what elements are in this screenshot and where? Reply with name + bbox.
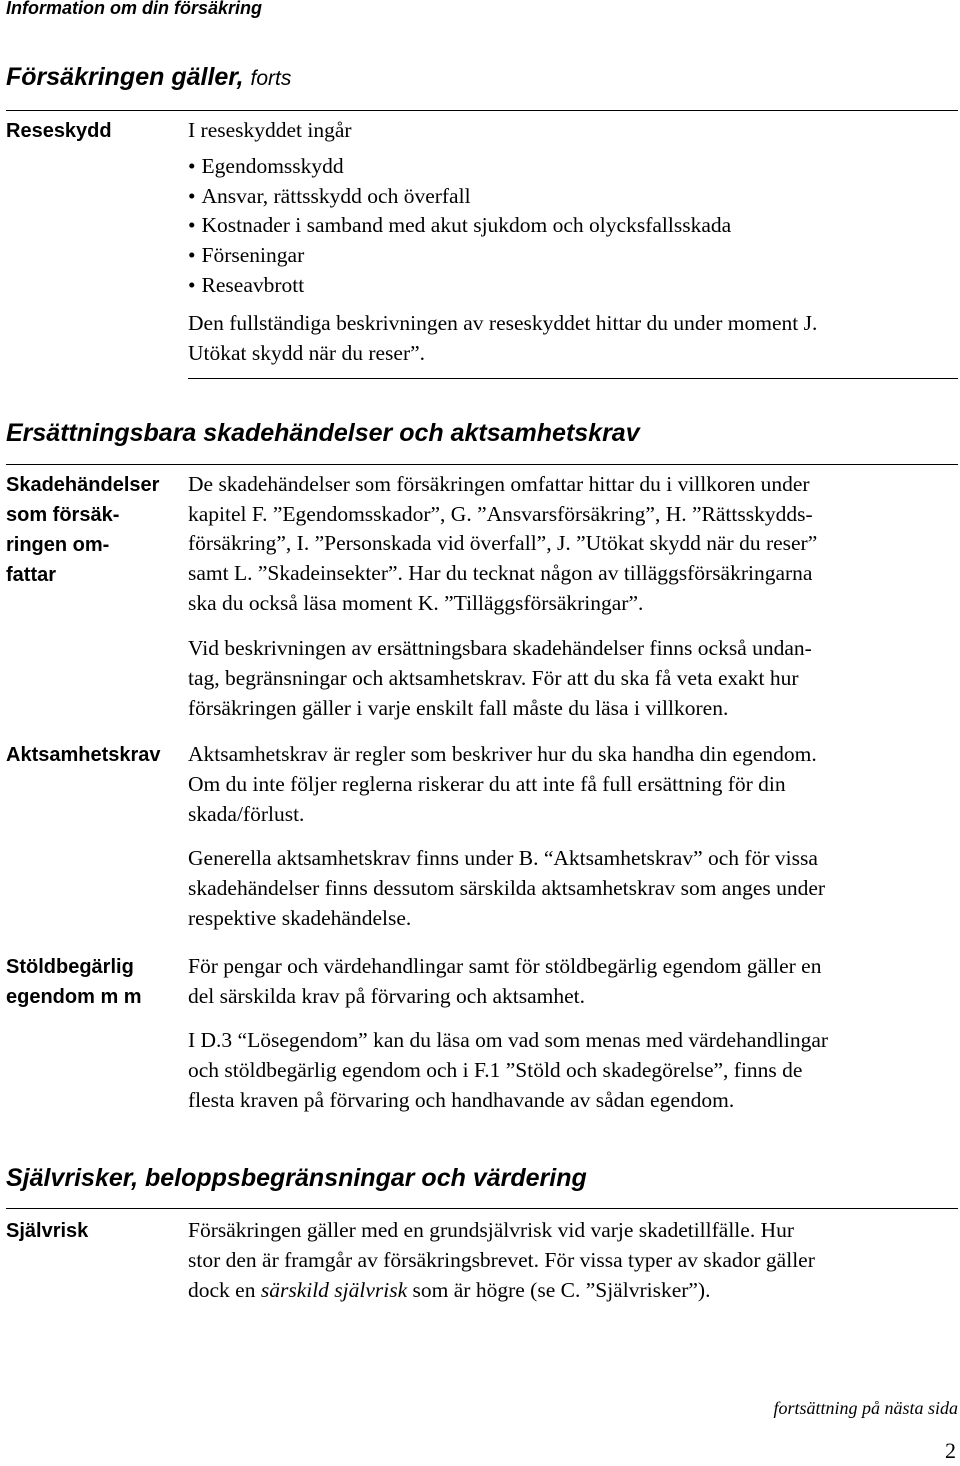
text-line: Om du inte följer reglerna riskerar du att inte få full ersättning för din [188, 772, 786, 796]
text-line: skada/förlust. [188, 802, 305, 826]
text-line: respektive skadehändelse. [188, 906, 412, 930]
text-line: ska du också läsa moment K. ”Tilläggsförsäkringar”. [188, 591, 644, 615]
text-line: Vid beskrivningen av ersättningsbara skadehändelser finns också undan- [188, 636, 812, 660]
text-line: I D.3 “Lösegendom” kan du läsa om vad som menas med värdehandlingar [188, 1028, 829, 1052]
section-title-suffix: forts [250, 67, 292, 90]
list-item: • Kostnader i samband med akut sjukdom och olycksfallsskada [188, 213, 732, 237]
text-line: kapitel F. ”Egendomsskador”, G. ”Ansvarsförsäkring”, H. ”Rättsskydds- [188, 502, 813, 526]
list-item: • Reseavbrott [188, 273, 305, 297]
label-stoldbegarlig: Stöldbegärlig egendom m m [6, 956, 142, 1008]
text-line: De skadehändelser som försäkringen omfattar hittar du i villkoren under [188, 472, 810, 496]
section-title-text: Försäkringen gäller, [6, 63, 244, 91]
label-reseskydd: Reseskydd [6, 120, 112, 142]
text-line: försäkringen gäller i varje enskilt fall måste du läsa i villkoren. [188, 696, 729, 720]
section-title-forsakringen-galler [6, 63, 291, 92]
list-item: • Förseningar [188, 243, 305, 267]
page-number: 2 [945, 1438, 956, 1463]
section-rule [6, 110, 958, 111]
text-line: För pengar och värdehandlingar samt för stöldbegärlig egendom gäller en [188, 954, 822, 978]
text-line: stor den är framgår av försäkringsbrevet. För vissa typer av skador gäller [188, 1248, 815, 1272]
text-line: tag, begränsningar och aktsamhetskrav. För att du ska få veta exakt hur [188, 666, 799, 690]
text-line: del särskilda krav på förvaring och aktsamhet. [188, 984, 586, 1008]
text-line: Aktsamhetskrav är regler som beskriver hur du ska handha din egendom. [188, 742, 817, 766]
text-line: försäkring”, I. ”Personskada vid överfall”, J. ”Utökat skydd när du reser” [188, 531, 818, 555]
text-line: flesta kraven på förvaring och handhavande av sådan egendom. [188, 1088, 735, 1112]
section-title-ersattningsbara: Ersättningsbara skadehändelser och aktsamhetskrav [6, 419, 640, 447]
label-skadehandelser: Skadehändelser som försäk- ringen om- fattar [6, 474, 160, 586]
text-line: Generella aktsamhetskrav finns under B. “Aktsamhetskrav” och för vissa [188, 846, 818, 870]
text-line: dock en särskild självrisk som är högre (se C. ”Självrisker”). [188, 1278, 711, 1302]
continuation-note: fortsättning på nästa sida [773, 1398, 958, 1418]
label-aktsamhetskrav: Aktsamhetskrav [6, 744, 161, 766]
section-end-rule [188, 378, 958, 379]
reseskydd-intro: I reseskyddet ingår [188, 118, 352, 142]
label-sjalvrisk: Självrisk [6, 1220, 89, 1242]
list-item: • Egendomsskydd [188, 154, 344, 178]
text-line: och stöldbegärlig egendom och i F.1 ”Stöld och skadegörelse”, finns de [188, 1058, 803, 1082]
text-line: samt L. ”Skadeinsekter”. Har du tecknat någon av tilläggsförsäkringarna [188, 561, 813, 585]
text-line: skadehändelser finns dessutom särskilda aktsamhetskrav som anges under [188, 876, 826, 900]
section-rule [6, 464, 958, 465]
running-head: Information om din försäkring [6, 0, 263, 18]
reseskydd-outro-line: Utökat skydd när du reser”. [188, 341, 426, 365]
list-item: • Ansvar, rättsskydd och överfall [188, 184, 471, 208]
section-rule [6, 1208, 958, 1209]
emphasis-sarskild-sjalvrisk: särskild självrisk [260, 1278, 408, 1302]
reseskydd-outro-line: Den fullständiga beskrivningen av reseskyddet hittar du under moment J. [188, 311, 818, 335]
section-title-sjalvrisker: Självrisker, beloppsbegränsningar och värdering [6, 1164, 587, 1192]
text-line: Försäkringen gäller med en grundsjälvrisk vid varje skadetillfälle. Hur [188, 1218, 795, 1242]
